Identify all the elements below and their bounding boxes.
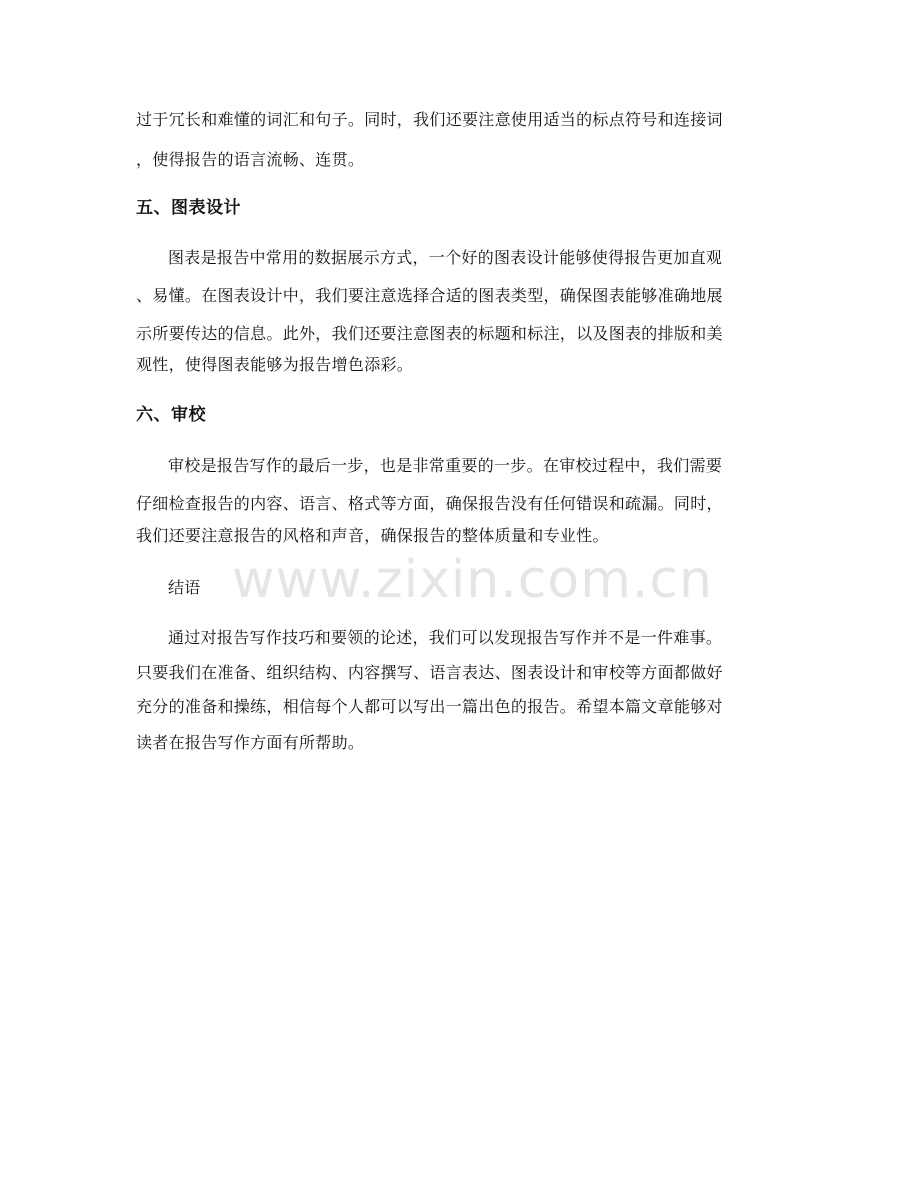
- paragraph-line: 我们还要注意报告的风格和声音，确保报告的整体质量和专业性。: [136, 526, 609, 545]
- paragraph-line: ，使得报告的语言流畅、连贯。: [136, 150, 365, 169]
- paragraph-line: 通过对报告写作技巧和要领的论述，我们可以发现报告写作并不是一件难事。: [168, 628, 723, 647]
- paragraph-line: 图表是报告中常用的数据展示方式，一个好的图表设计能够使得报告更加直观: [168, 248, 723, 267]
- conclusion-heading: 结语: [168, 578, 201, 597]
- watermark-text: www.zixin.com.cn: [232, 550, 713, 610]
- paragraph-line: 读者在报告写作方面有所帮助。: [136, 733, 365, 752]
- paragraph-line: 观性，使得图表能够为报告增色添彩。: [136, 355, 414, 374]
- paragraph-line: 充分的准备和操练，相信每个人都可以写出一篇出色的报告。希望本篇文章能够对: [136, 697, 723, 716]
- paragraph-line: 只要我们在准备、组织结构、内容撰写、语言表达、图表设计和审校等方面都做好: [136, 663, 723, 682]
- paragraph-line: 示所要传达的信息。此外，我们还要注意图表的标题和标注，以及图表的排版和美: [136, 324, 723, 343]
- paragraph-line: 、易懂。在图表设计中，我们要注意选择合适的图表类型，确保图表能够准确地展: [136, 286, 723, 305]
- paragraph-line: 过于冗长和难懂的词汇和句子。同时，我们还要注意使用适当的标点符号和连接词: [136, 110, 723, 129]
- paragraph-line: 仔细检查报告的内容、语言、格式等方面，确保报告没有任何错误和疏漏。同时，: [136, 494, 723, 513]
- paragraph-line: 审校是报告写作的最后一步，也是非常重要的一步。在审校过程中，我们需要: [168, 456, 723, 475]
- section-heading-charts: 五、图表设计: [136, 198, 241, 218]
- section-heading-review: 六、审校: [136, 405, 206, 425]
